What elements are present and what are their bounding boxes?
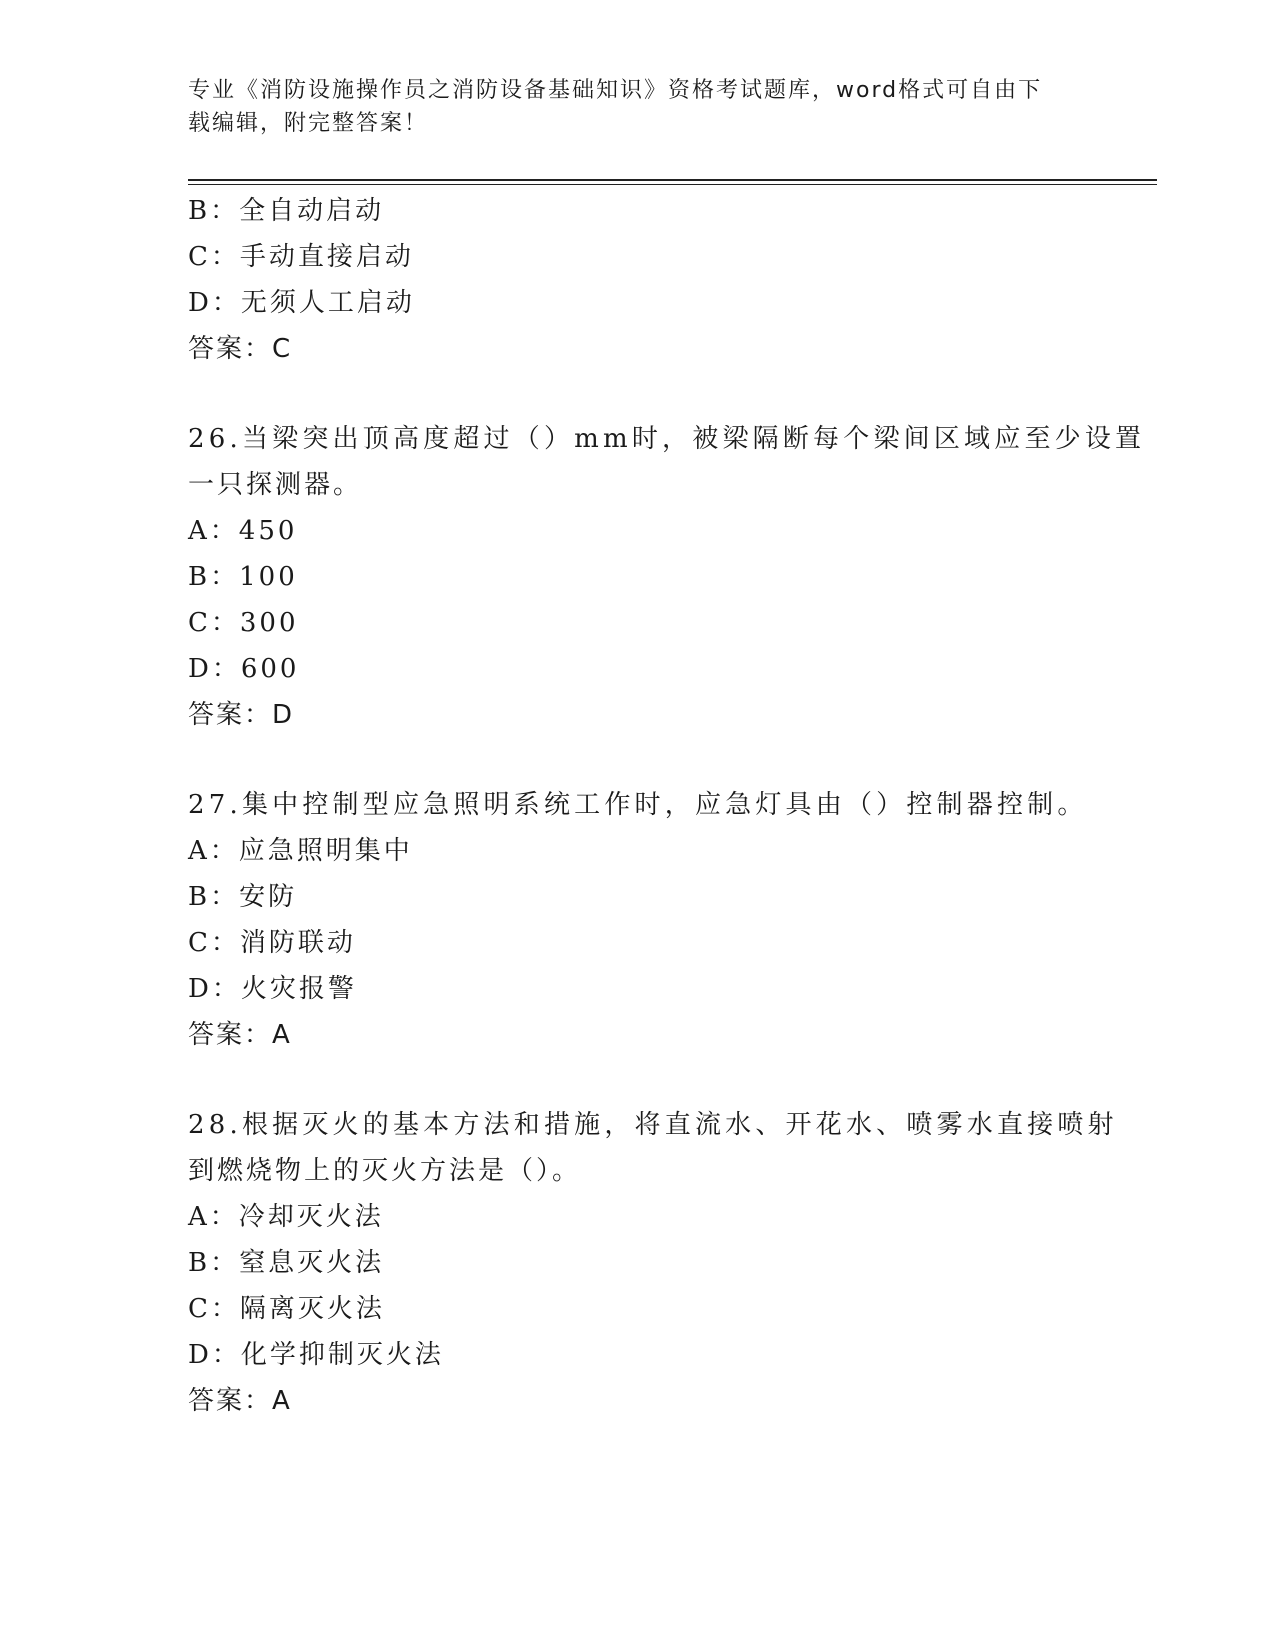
question-text: 26.当梁突出顶高度超过（）mm时，被梁隔断每个梁间区域应至少设置	[188, 424, 1146, 454]
question-text: 27.集中控制型应急照明系统工作时，应急灯具由（）控制器控制。	[188, 790, 1088, 820]
option-a: A：应急照明集中	[188, 836, 413, 866]
option-b: B：窒息灭火法	[188, 1248, 385, 1278]
option-c: C：300	[188, 608, 299, 638]
option-b: B：安防	[188, 882, 298, 912]
header-divider-thick	[188, 179, 1157, 181]
question-block-26	[188, 416, 1146, 738]
answer-line: 答案：A	[188, 1386, 292, 1416]
question-text-continued: 一只探测器。	[188, 470, 363, 500]
question-block-27	[188, 782, 1088, 1058]
option-b: B：全自动启动	[188, 196, 385, 226]
question-text: 28.根据灭火的基本方法和措施，将直流水、开花水、喷雾水直接喷射	[188, 1110, 1118, 1140]
document-header	[188, 74, 1068, 140]
answer-line: 答案：D	[188, 700, 295, 730]
option-d: D：化学抑制灭火法	[188, 1340, 444, 1370]
question-text-continued: 到燃烧物上的灭火方法是（）。	[188, 1156, 582, 1186]
option-c: C：消防联动	[188, 928, 356, 958]
option-d: D：火灾报警	[188, 974, 357, 1004]
option-a: A：冷却灭火法	[188, 1202, 384, 1232]
option-d: D：600	[188, 654, 300, 684]
header-line-2: 载编辑，附完整答案！	[188, 111, 429, 136]
option-b: B：100	[188, 562, 298, 592]
header-divider-thin	[188, 184, 1157, 185]
question-block-25	[188, 188, 1088, 372]
answer-line: 答案：A	[188, 1020, 292, 1050]
answer-line: 答案：C	[188, 334, 293, 364]
option-d: D：无须人工启动	[188, 288, 415, 318]
question-list	[188, 188, 1146, 1424]
option-c: C：隔离灭火法	[188, 1294, 385, 1324]
option-c: C：手动直接启动	[188, 242, 414, 272]
header-line-1: 专业《消防设施操作员之消防设备基础知识》资格考试题库，word格式可自由下	[188, 78, 1043, 103]
option-a: A：450	[188, 516, 298, 546]
question-block-28	[188, 1102, 1118, 1424]
